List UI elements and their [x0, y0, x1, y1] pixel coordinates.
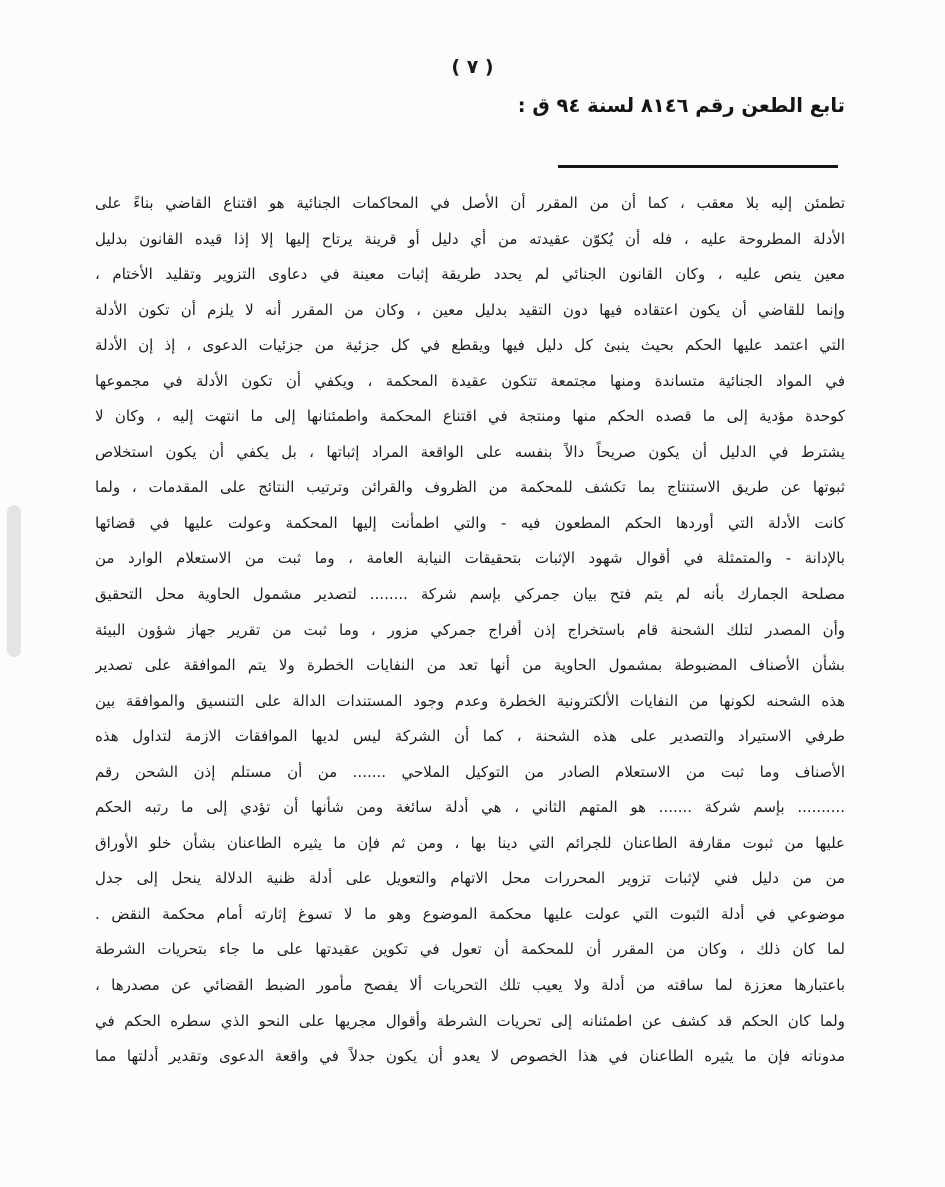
body-text-line: بالإدانة - والمتمثلة في أقوال شهود الإثبات بتحقيقات النيابة العامة ، وما ثبت من الاستعلام الوارد من: [95, 549, 845, 568]
scrollbar-thumb[interactable]: [7, 505, 21, 657]
body-text-line: الأصناف وما ثبت من الاستعلام الصادر من التوكيل الملاحي ....... من أن مستلم إذن الشحن رقم: [95, 762, 845, 781]
page-number: ( ٧ ): [451, 56, 494, 78]
body-text-line: الأدلة المطروحة عليه ، فله أن يُكوّن عقيدته من أي دليل أو قرينة يرتاح إليها إلا إذا قيده القانون بدليل: [95, 229, 845, 248]
body-text-line: تطمئن إليه بلا معقب ، كما أن من المقرر أن الأصل في المحاكمات الجنائية هو اقتناع القاضي بناءً على: [95, 194, 845, 212]
body-text-line: موضوعي في أدلة الثبوت التي عولت عليها محكمة الموضوع وهو ما لا تسوغ إثارته أمام محكمة النقض .: [95, 904, 845, 923]
body-text-line: باعتبارها معززة لما ساقته من أدلة ولا يعيب تلك التحريات ألا يفصح مأمور الضبط القضائي عن مصدرها ،: [95, 976, 845, 995]
body-text-line: طرفي الاستيراد والتصدير على هذه الشحنة ، كما أن الشركة ليس لديها الموافقات الازمة لتداول هذه: [95, 727, 845, 746]
body-text-line: يشترط في الدليل أن يكون صريحاً دالاً بنفسه على الواقعة المراد إثباتها ، بل يكفي أن يكون استخلاص: [95, 442, 845, 461]
body-text-line: معين ينص عليه ، وكان القانون الجنائي لم يحدد طريقة إثبات معينة في دعاوى التزوير وتقليد الأختام ،: [95, 265, 845, 284]
body-text-line: .......... بإسم شركة ....... هو المتهم الثاني ، هي أدلة سائغة ومن شأنها أن تؤدي إلى ما رتبه الحكم: [95, 798, 845, 817]
body-text-line: كوحدة مؤدية إلى ما قصده الحكم منها ومنتجة في اقتناع المحكمة واطمئنانها إلى ما انتهت إليه ، وكان لا: [95, 407, 845, 426]
body-text-line: لما كان ذلك ، وكان من المقرر أن للمحكمة أن تعول في تكوين عقيدتها على ما جاء بتحريات الشرطة: [95, 940, 845, 959]
judgment-body: [95, 186, 845, 1075]
body-text-line: كانت الأدلة التي أوردها الحكم المطعون فيه - والتي اطمأنت إليها المحكمة وعولت عليها في قضائها: [95, 513, 845, 532]
body-text-line: مدوناته فإن ما يثيره الطاعنان في هذا الخصوص لا يعدو أن يكون جدلاً في واقعة الدعوى وتقدير أدلتها مما: [95, 1047, 845, 1066]
body-text-line: هذه الشحنه لكونها من النفايات الألكترونية الخطرة وعدم وجود المستندات الدالة على التنسيق والموافقة بين: [95, 691, 845, 710]
body-text-line: من من دليل فني لإثبات تزوير المحررات محل الاتهام والتعويل على أدلة ظنية الدلالة ينحل إلى جدل: [95, 869, 845, 888]
case-header: تابع الطعن رقم ٨١٤٦ لسنة ٩٤ ق :: [517, 94, 845, 117]
header-underline: [558, 165, 838, 168]
body-text-line: وأن المصدر لتلك الشحنة قام باستخراج إذن أفراج جمركي مزور ، وما ثبت من تقرير جهاز شؤون البيئة: [95, 620, 845, 639]
body-text-line: بشأن الأصناف المضبوطة بمشمول الحاوية من أنها تعد من النفايات الخطرة ولا يتم الموافقة على تصدير: [95, 656, 845, 675]
body-text-line: مصلحة الجمارك بأنه لم يتم فتح بيان جمركي بإسم شركة ........ لتصدير مشمول الحاوية محل التحقيق: [95, 585, 845, 604]
body-text-line: ثبوتها عن طريق الاستنتاج بما تكشف للمحكمة من الظروف والقرائن وترتيب النتائج على المقدمات ، ولما: [95, 478, 845, 497]
body-text-line: ولما كان الحكم قد كشف عن اطمئنانه إلى تحريات الشرطة وأقوال مجريها على النحو الذي سطره الحكم في: [95, 1011, 845, 1030]
body-text-line: التي اعتمد عليها الحكم بحيث ينبئ كل دليل فيها ويقطع في كل جزئية من جزئيات الدعوى ، إذ إن الأدلة: [95, 336, 845, 355]
body-text-line: وإنما للقاضي أن يكون اعتقاده فيها دون التقيد بدليل معين ، وكان من المقرر أنه لا يلزم أن تكون الأدلة: [95, 300, 845, 319]
body-text-line: في المواد الجنائية متساندة ومنها مجتمعة تتكون عقيدة المحكمة ، ويكفي أن تكون الأدلة في مجموعها: [95, 371, 845, 390]
body-text-line: عليها من ثبوت مقارفة الطاعنان للجرائم التي دينا بها ، ومن ثم فإن ما يثيره الطاعنان بشأن خلو الأوراق: [95, 833, 845, 852]
